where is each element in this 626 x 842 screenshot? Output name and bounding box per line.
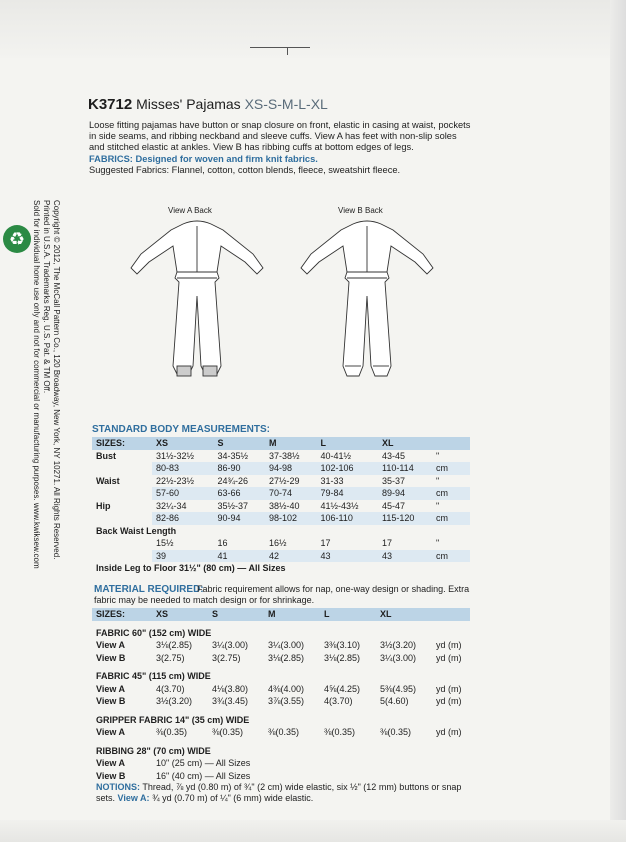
value-cell: 98-102 [265, 512, 316, 525]
unit-cell: cm [432, 550, 470, 563]
row-label [92, 512, 152, 525]
material-header-row [92, 608, 470, 621]
measurements-title: STANDARD BODY MEASUREMENTS: [92, 424, 270, 435]
row-label: View B [96, 696, 126, 707]
row-label: View B [96, 652, 126, 663]
row-label: View A [96, 727, 126, 738]
value-cell: 115-120 [378, 512, 432, 525]
value-cell: 79-84 [316, 487, 378, 500]
value-cell: 24¾-26 [217, 475, 249, 486]
value-cell: 106-110 [316, 512, 378, 525]
value-cell: 4(3.70) [156, 683, 185, 694]
value-cell: 3⅛(2.85) [156, 640, 193, 651]
value-cell: 110-114 [378, 462, 432, 475]
fabric-60-title-row [92, 627, 470, 640]
size-header-cell: S [208, 608, 264, 621]
size-header-cell: M [265, 437, 316, 450]
value-cell: 3¼(3.00) [380, 652, 417, 663]
material-intro: Fabric requirement allows for nap, one-way design or shading. Extra fabric may be needed to match design or for shrinkage. [94, 584, 470, 605]
size-header-cell [432, 608, 470, 621]
fold-mark-tick [287, 47, 288, 55]
material-table [92, 608, 470, 782]
size-header-cell: XL [376, 608, 432, 621]
value-cell: 16 [217, 538, 228, 549]
value-cell: 27½-29 [269, 475, 300, 486]
unit-cell: yd (m) [436, 696, 462, 707]
value-cell: 15½ [156, 538, 174, 549]
measurement-row [92, 512, 470, 525]
value-cell: ⅜(0.35) [380, 727, 412, 738]
back-waist-label-row [92, 525, 470, 538]
value-cell: 89-94 [378, 487, 432, 500]
value-cell: 3⅞(3.55) [268, 696, 305, 707]
notions: NOTIONS: Thread, ⅞ yd (0.80 m) of ¾" (2 cm) wide elastic, six ½" (12 mm) buttons or snap sets. View A: ¾ yd (0.70 m) of ¼" (6 mm) wide elastic. [96, 782, 462, 803]
value-cell: 16½ [269, 538, 287, 549]
measurement-row [92, 475, 470, 488]
value-cell: 3⅛(2.85) [268, 652, 305, 663]
value-cell: 37-38½ [269, 450, 300, 461]
recycle-icon: ♻ [3, 225, 31, 253]
value-cell: 3⅜(3.10) [324, 640, 361, 651]
value-cell: 82-86 [152, 512, 214, 525]
fold-mark [250, 47, 310, 48]
value-cell: 35-37 [382, 475, 406, 486]
unit-cell: yd (m) [436, 683, 462, 694]
size-header-cell: SIZES: [92, 608, 152, 621]
measurements-table [92, 437, 470, 575]
value-cell: 5⅜(4.95) [380, 683, 417, 694]
row-label: View A [96, 758, 126, 769]
size-header-cell [432, 437, 470, 450]
row-label: View A [96, 683, 126, 694]
measurement-row [92, 487, 470, 500]
value-cell: 3⅛(2.85) [324, 652, 361, 663]
value-cell: 3½(3.20) [380, 640, 417, 651]
top-fold [0, 0, 626, 58]
value-cell: 39 [152, 550, 214, 563]
value-cell: 35½-37 [217, 500, 249, 511]
pattern-sizes: XS-S-M-L-XL [244, 96, 328, 112]
fabric-45-title-row [92, 670, 470, 683]
fabric-60-row [92, 652, 470, 665]
value-cell: 94-98 [265, 462, 316, 475]
pattern-header [88, 96, 328, 113]
value-cell: 5(4.60) [380, 696, 409, 707]
row-label: Bust [96, 450, 116, 461]
value-cell: 3¼(3.00) [212, 640, 249, 651]
value-cell: 32¼-34 [156, 500, 187, 511]
ribbing-title-row [92, 745, 470, 758]
value-cell: 31½-32½ [156, 450, 195, 461]
ribbing-row [92, 757, 470, 770]
unit-cell: " [436, 450, 440, 461]
unit-cell: " [436, 475, 440, 486]
value-cell: 90-94 [214, 512, 265, 525]
ribbing-row [92, 770, 470, 783]
value-cell: 34-35½ [217, 450, 249, 461]
value-cell: 41½-43½ [320, 500, 359, 511]
gripper-fabric-title-row [92, 714, 470, 727]
value-cell: 43 [316, 550, 378, 563]
value-cell: 3½(3.20) [156, 696, 193, 707]
measurement-row [92, 500, 470, 513]
gripper-fabric-row [92, 726, 470, 739]
view-b-illustration [295, 216, 440, 386]
unit-cell: yd (m) [436, 727, 462, 738]
value-cell: 4⅝(4.25) [324, 683, 361, 694]
value-cell: 102-106 [316, 462, 378, 475]
size-header-cell: S [214, 437, 265, 450]
value-cell: 45-47 [382, 500, 406, 511]
view-a-label: View A Back [168, 206, 212, 215]
row-label: View A [96, 640, 126, 651]
value-cell: 22½-23½ [156, 475, 195, 486]
fabric-60-row [92, 639, 470, 652]
value-cell: 43 [378, 550, 432, 563]
value-cell: 41 [214, 550, 265, 563]
pattern-number: K3712 [88, 96, 133, 113]
value-cell: 86-90 [214, 462, 265, 475]
size-header-cell: XS [152, 437, 214, 450]
back-waist-label: Back Waist Length [96, 525, 177, 536]
view-a-illustration [125, 216, 270, 386]
back-waist-row [92, 537, 470, 550]
unit-cell: cm [432, 487, 470, 500]
unit-cell: cm [432, 462, 470, 475]
size-header-cell: L [320, 608, 376, 621]
fabric-45-row [92, 695, 470, 708]
unit-cell: yd (m) [436, 652, 462, 663]
value-cell: 38½-40 [269, 500, 300, 511]
value-cell: ⅜(0.35) [268, 727, 300, 738]
measurement-row [92, 462, 470, 475]
bottom-fold [0, 820, 626, 842]
value-cell: 31-33 [320, 475, 344, 486]
back-waist-row [92, 550, 470, 563]
value-cell: 63-66 [214, 487, 265, 500]
fabrics-label: FABRICS: Designed for woven and firm knit fabrics. [89, 153, 318, 164]
value-cell: 4⅛(3.80) [212, 683, 249, 694]
copyright-side-text: Copyright © 2012, The McCall Pattern Co., 120 Broadway, New York, NY 10271. All Rights Reserved. Printed in U.S.A. Trademarks Reg. U.S. Pat. & TM Off. Sold for individual home use only and not for commercial or manufacturing purposes. www.kwiksew.com [32, 200, 61, 569]
view-b-label: View B Back [338, 206, 383, 215]
ribbing-title: RIBBING 28" (70 cm) WIDE [96, 745, 211, 756]
row-label [92, 487, 152, 500]
inside-leg-text: Inside Leg to Floor 31½" (80 cm) — All Sizes [96, 563, 286, 574]
suggested-fabrics: Suggested Fabrics: Flannel, cotton, cotton blends, fleece, sweatshirt fleece. [89, 164, 401, 175]
value-cell: 57-60 [152, 487, 214, 500]
material-title: MATERIAL REQUIRED: [94, 584, 204, 595]
value-cell: ⅜(0.35) [324, 727, 356, 738]
value-cell: 43-45 [382, 450, 406, 461]
row-label [92, 550, 152, 563]
size-header-cell: L [316, 437, 378, 450]
fabric-45-title: FABRIC 45" (115 cm) WIDE [96, 671, 211, 682]
row-label: View B [96, 770, 126, 781]
value-cell: ⅜(0.35) [156, 727, 188, 738]
value-cell: 3(2.75) [156, 652, 185, 663]
right-edge-shadow [610, 0, 626, 842]
unit-cell: cm [432, 512, 470, 525]
description: Loose fitting pajamas have button or snap closure on front, elastic in casing at waist, pockets in side seams, and ribbing neckband and sleeve cuffs. View A has feet with non-slip soles and stitched elastic at ankles. View B has ribbing cuffs at bottom edges of legs. [89, 120, 471, 153]
size-header-cell: XS [152, 608, 208, 621]
pattern-title: Misses' Pajamas [136, 96, 241, 112]
value-cell: 80-83 [152, 462, 214, 475]
fabric-45-row [92, 683, 470, 696]
intro-block [89, 120, 474, 176]
size-header-cell: XL [378, 437, 432, 450]
value-cell: 17 [382, 538, 393, 549]
measurement-row [92, 450, 470, 463]
value-cell: 40-41½ [320, 450, 352, 461]
unit-cell: yd (m) [436, 640, 462, 651]
value-cell: 4⅜(4.00) [268, 683, 305, 694]
inside-leg-row [92, 562, 470, 575]
value-cell: 70-74 [265, 487, 316, 500]
all-sizes-text: 10" (25 cm) — All Sizes [156, 758, 251, 769]
value-cell: 42 [265, 550, 316, 563]
row-label [92, 462, 152, 475]
row-label: Waist [96, 475, 120, 486]
unit-cell: " [436, 500, 440, 511]
value-cell: 3(2.75) [212, 652, 241, 663]
size-header-cell: SIZES: [92, 437, 152, 450]
value-cell: 3¼(3.00) [268, 640, 305, 651]
measurements-header-row [92, 437, 470, 450]
value-cell: ⅜(0.35) [212, 727, 244, 738]
row-label [92, 537, 152, 550]
value-cell: 3¾(3.45) [212, 696, 249, 707]
value-cell: 17 [320, 538, 331, 549]
size-header-cell: M [264, 608, 320, 621]
value-cell: 4(3.70) [324, 696, 353, 707]
unit-cell: " [436, 538, 440, 549]
row-label: Hip [96, 500, 111, 511]
gripper-fabric-title: GRIPPER FABRIC 14" (35 cm) WIDE [96, 714, 250, 725]
fabric-60-title: FABRIC 60" (152 cm) WIDE [96, 627, 212, 638]
all-sizes-text: 16" (40 cm) — All Sizes [156, 770, 251, 781]
